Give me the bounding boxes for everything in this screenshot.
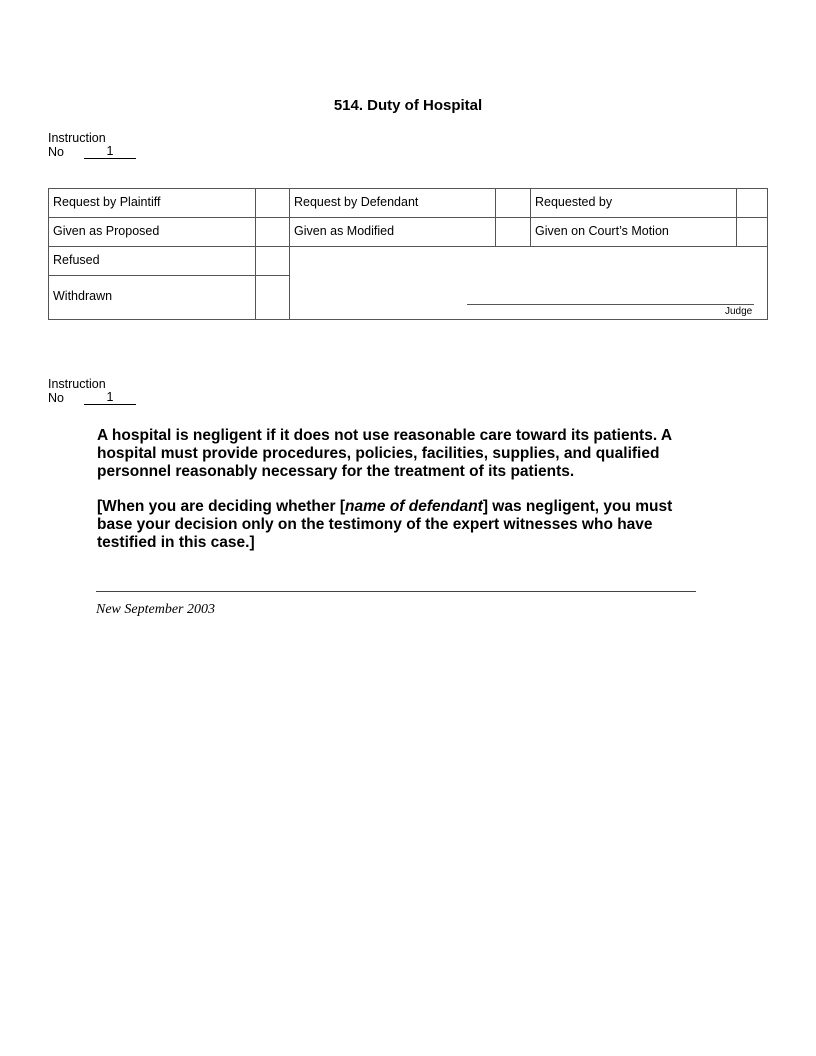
paragraph-2-end: ] was negligent, you must base your decision only on the testimony of the expert witnesses who have testified in this case.]: [97, 498, 673, 551]
instruction-number-block: [48, 377, 136, 405]
paragraph-2-start: [When you are deciding whether [: [97, 498, 346, 515]
instruction-number-field[interactable]: 1: [84, 145, 136, 159]
given-as-modified-checkbox[interactable]: [496, 218, 530, 246]
given-as-proposed-label: Given as Proposed: [53, 224, 160, 238]
divider: [96, 591, 696, 592]
page-title: 514. Duty of Hospital: [333, 97, 483, 114]
request-by-defendant-label: Request by Defendant: [294, 195, 419, 209]
no-label: No: [48, 391, 64, 405]
revision-note: New September 2003: [96, 602, 215, 617]
given-as-proposed-checkbox[interactable]: [256, 218, 289, 246]
instruction-paragraph-1: A hospital is negligent if it does not use reasonable care toward its patients. A hospital must provide procedures, policies, facilities, supplies, and qualified personnel reasonably necessary for the treatment of its patients.: [97, 427, 672, 480]
given-as-modified-label: Given as Modified: [294, 224, 395, 238]
requested-by-checkbox[interactable]: [737, 189, 768, 217]
request-by-defendant-checkbox[interactable]: [496, 189, 530, 217]
instruction-label: Instruction: [48, 131, 106, 145]
request-by-plaintiff-label: Request by Plaintiff: [53, 195, 161, 209]
given-on-courts-motion-checkbox[interactable]: [737, 218, 768, 246]
refused-label: Refused: [53, 253, 100, 267]
given-on-courts-motion-label: Given on Court’s Motion: [535, 224, 669, 238]
defendant-name-placeholder: name of defendant: [345, 498, 483, 515]
judge-label: Judge: [725, 306, 753, 317]
no-label: No: [48, 145, 64, 159]
judge-signature-line[interactable]: [467, 304, 754, 305]
disposition-grid: [48, 188, 768, 320]
request-by-plaintiff-checkbox[interactable]: [256, 189, 289, 217]
withdrawn-label: Withdrawn: [53, 289, 113, 303]
instruction-number-field[interactable]: 1: [84, 391, 136, 405]
refused-checkbox[interactable]: [256, 247, 289, 275]
instruction-number-block: [48, 131, 136, 159]
instruction-paragraph-2: [97, 498, 697, 552]
instruction-label: Instruction: [48, 377, 106, 391]
withdrawn-checkbox[interactable]: [256, 276, 289, 320]
requested-by-label: Requested by: [535, 195, 613, 209]
